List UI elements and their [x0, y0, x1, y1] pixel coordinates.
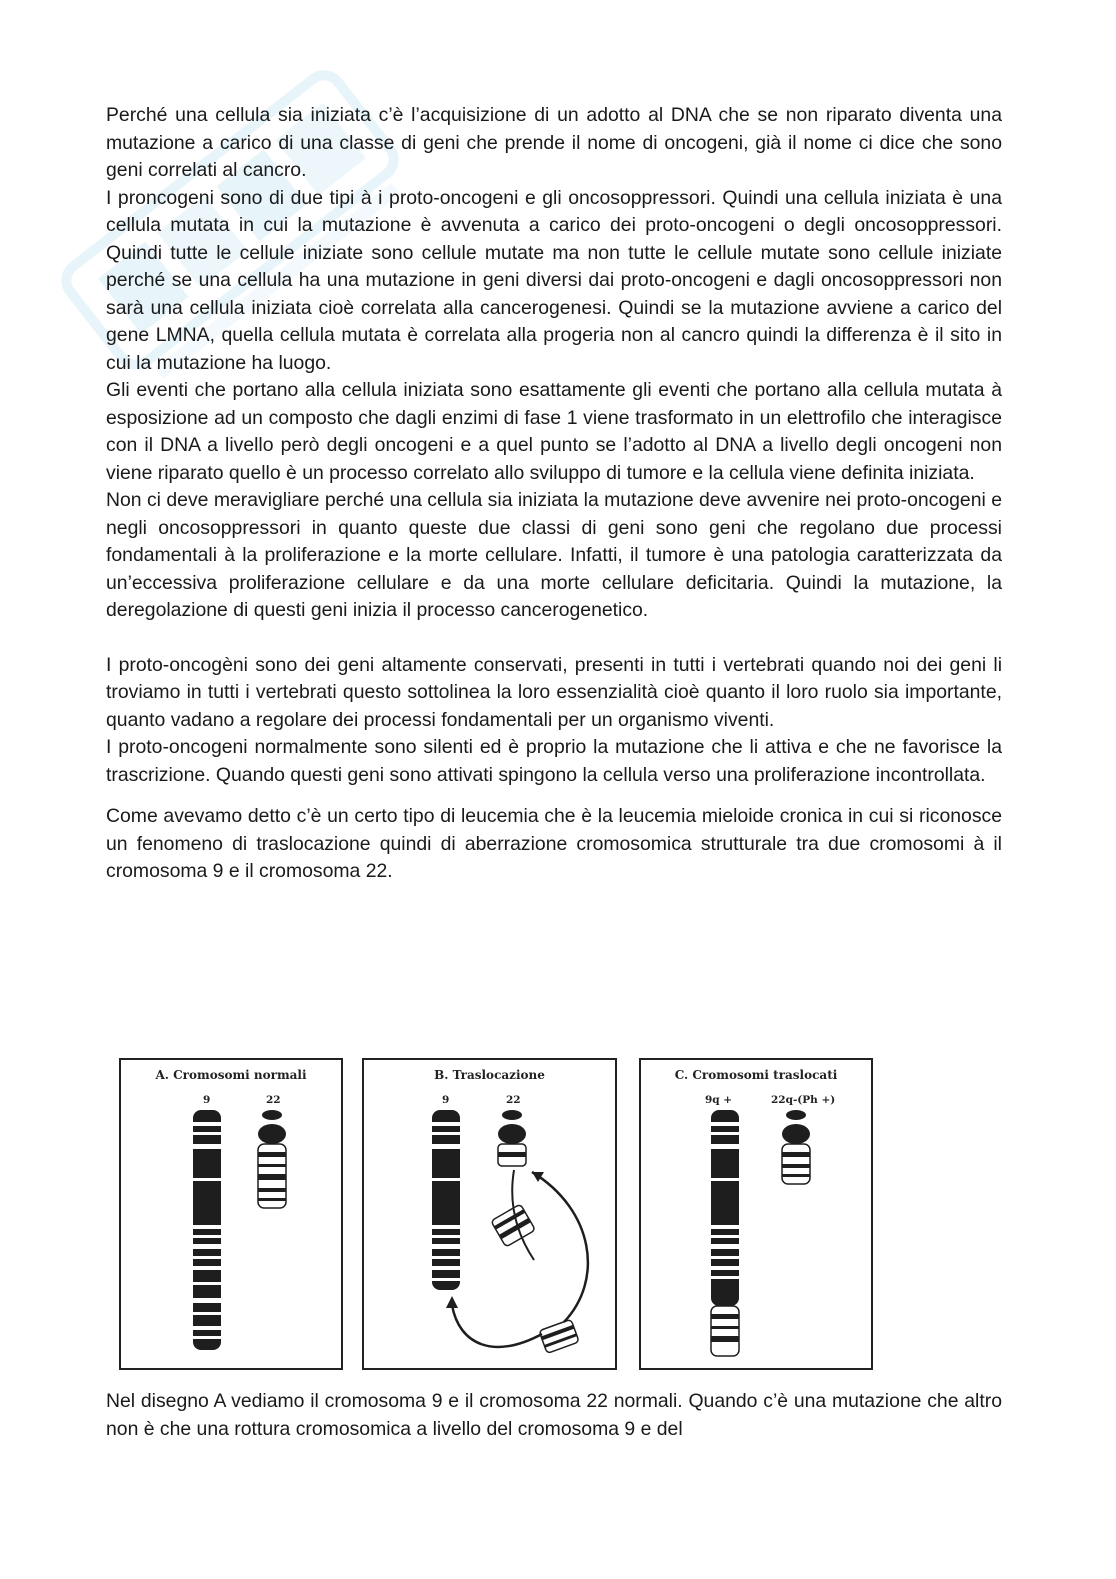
panel-b-chromosomes: [364, 1060, 616, 1360]
chromosome-9-icon: [193, 1110, 221, 1350]
chromosome-22-broken-icon: [498, 1110, 526, 1166]
panel-c-chromosomes: [641, 1060, 871, 1360]
paragraph-3: Gli eventi che portano alla cellula iniziata sono esattamente gli eventi che portano alla cellula mutata à esposizione ad un composto che dagli enzimi di fase 1 viene trasformato in un elettrofilo che interagisce con il DNA a livello però degli oncogeni e a quel punto se l’adotto al DNA a livello degli oncogeni non viene riparato quello è un processo correlato allo sviluppo di tumore e la cellula viene definita iniziata.: [106, 379, 1002, 484]
panel-b: [362, 1058, 617, 1370]
panel-a-title: A. Cromosomi normali: [155, 1068, 307, 1082]
paragraph-7: Come avevamo detto c’è un certo tipo di leucemia che è la leucemia mieloide cronica in cui si riconosce un fenomeno di traslocazione quindi di aberrazione cromosomica strutturale tra due cromosomi à il cromosoma 9 e il cromosoma 22.: [106, 805, 1002, 882]
panel-c-label-22q: 22q-(Ph +): [771, 1094, 836, 1106]
paragraph-2: I proncogeni sono di due tipi à i proto-oncogeni e gli oncosoppressori. Quindi una cellula iniziata è una cellula mutata in cui la mutazione è avvenuta a carico dei proto-oncogeni o degli oncosoppressori. Quindi tutte le cellule iniziate sono cellule mutate ma non tutte le cellule mutate sono cellule iniziate perché se una cellula ha una mutazione in geni diversi dai proto-oncogeni e dagli oncosoppressori non sarà una cellula iniziata cioè correlata alla cancerogenesi. Quindi se la mutazione avviene a carico del gene LMNA, quella cellula mutata è correlata alla progeria non al cancro quindi la differenza è il sito in cui la mutazione ha luogo.: [106, 186, 1002, 374]
panel-a-label-22: 22: [266, 1094, 281, 1106]
paragraph-8: Nel disegno A vediamo il cromosoma 9 e il cromosoma 22 normali. Quando c’è una mutazione che altro non è che una rottura cromosomica a livello del cromosoma 9 e del: [106, 1390, 1002, 1440]
panel-c: [639, 1058, 873, 1370]
panel-a: [119, 1058, 343, 1370]
paragraph-4: Non ci deve meravigliare perché una cellula sia iniziata la mutazione deve avvenire nei proto-oncogeni e negli oncosoppressori in quanto queste due classi di geni sono geni che regolano due processi fondamentali à la proliferazione e la morte cellulare. Infatti, il tumore è una patologia caratterizzata da un’eccessiva proliferazione cellulare e da una morte cellulare deficitaria. Quindi la mutazione, la deregolazione di questi geni inizia il processo cancerogenetico.: [106, 489, 1002, 621]
chromosome-22-icon: [258, 1110, 286, 1208]
paragraph-5: I proto-oncogèni sono dei geni altamente conservati, presenti in tutti i vertebrati quando noi dei geni li troviamo in tutti i vertebrati questo sottolinea la loro essenzialità cioè quanto il loro ruolo sia importante, quanto vadano a regolare dei processi fondamentali per un organismo viventi.: [106, 653, 1002, 731]
panel-a-label-9: 9: [203, 1094, 211, 1106]
arrow-fragment-to-9-icon: [452, 1305, 542, 1347]
paragraph-6: I proto-oncogeni normalmente sono silenti ed è proprio la mutazione che li attiva e che ne favorisce la trascrizione. Quando questi geni sono attivati spingono la cellula verso una proliferazione incontrollata.: [106, 736, 1002, 786]
panel-b-label-9: 9: [442, 1094, 450, 1106]
arrow-9-to-22-icon: [532, 1172, 588, 1322]
panel-c-title: C. Cromosomi traslocati: [674, 1068, 838, 1082]
chromosome-9-broken-icon: [432, 1110, 460, 1290]
body-text-continued: [106, 1388, 1002, 1443]
fragment-9-icon: [539, 1319, 579, 1353]
paragraph-1: Perché una cellula sia iniziata c’è l’acquisizione di un adotto al DNA che se non riparato diventa una mutazione a carico di una classe di geni che prende il nome di oncogeni, già il nome ci dice che sono geni correlati al cancro.: [106, 104, 1002, 181]
panel-a-chromosomes: [121, 1060, 341, 1360]
panel-c-label-9q: 9q +: [705, 1094, 733, 1106]
chromosome-22q-ph-icon: [782, 1110, 810, 1184]
chromosome-translocation-figure: [119, 1058, 873, 1372]
panel-b-title: B. Traslocazione: [434, 1068, 545, 1082]
panel-b-label-22: 22: [506, 1094, 521, 1106]
body-text: [106, 102, 1002, 886]
chromosome-9q-plus-icon: [711, 1110, 739, 1356]
